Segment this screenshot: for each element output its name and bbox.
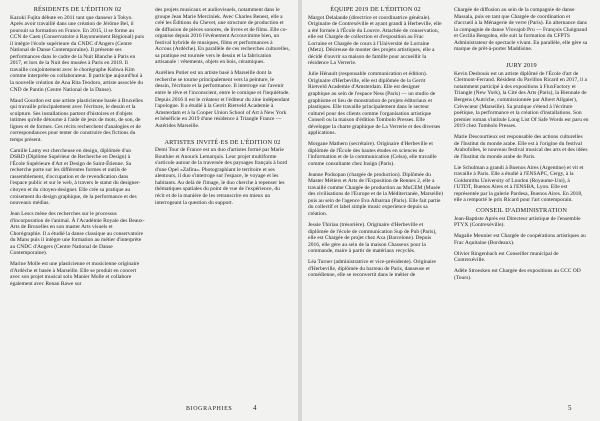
bio-paragraph: Adèle Stroesken est Chargée des expositions au CCC OD (Tours).: [454, 268, 581, 281]
bio-paragraph: Chargée de diffusion au sein de la compagnie de danse Massala, puis en tant que Chargée de coordination et d'accueil à la Ménagerie de verre (Paris). En alternance dans la compagnie de danse Vlovajob Pru — François Chaignaud et Cecilia Bengolea, elle suit la formation du CFPTS Administrateur de spectacle vivant. En parallèle, elle gère sa marque de prêt-à-porter Maddisine.: [454, 7, 588, 53]
bio-paragraph: Margot Delalande (directrice et coordinatrice générale). Originaire de Contrexéville et ayant grandi à Herbeville, elle a été formée à l'École du Louvre. Attachée de conservation, elle est Chargée de collection et d'exposition au Frac Lorraine et Chargée de cours à l'Université de Lorraine (Metz). Désireuse de monter des projets artistiques, elle a décidé d'ouvrir sa maison de famille pour accueillir la résidence La Verrerie.: [308, 14, 442, 67]
bio-paragraph: Jeanne Podsopan (chargée de production). Diplômée du Master Métiers et Arts de l'Exposition de Rennes 2, elle a travaillé comme Chargée de production au MuCEM (Musée des civilisations de l'Europe et de la Méditerranée, Marseille) puis au sein de l'agence Eva Albarran (Paris). Elle fait partie du collectif et label simple music experience depuis sa création.: [308, 171, 443, 218]
bio-paragraph: Camille Lamy est chercheuse en design, diplômée d'un DSRD (Diplôme Supérieur de Recherche en Design) à l'École Supérieure d'Art et Design de Saint-Étienne. Sa recherche porte sur les différentes formes et outils de rassemblement, d'occupation et de revendication dans l'espace public et sur le web, à travers le statut du designer-citoyen et du citoyen-designer. Elle crée sa pratique au croisement du design graphique, de la performance et des nouveaux médias.: [10, 147, 141, 207]
bio-paragraph: Léa Turner (administratrice et vice-présidente). Originaire d'Herbeville, diplômée du barreau de Paris, danseuse et comédienne, elle se reconvertit dans le métier de: [308, 259, 436, 279]
bio-paragraph: Jessie Thiriau (trésorière). Originaire d'Herbeville et diplômée de l'école de communication Sup de Pub (Paris), elle est Chargée de projet chez Axa (Barcelone). Depuis 2016, elle gère au sein de la maison Chasseux pour la commande, maire à partir de matériaux recyclés.: [308, 221, 437, 255]
bio-paragraph: Jean Lescs mène des recherches sur le processus d'incorporation de l'animal. À l'Académie Royale des Beaux-Arts de Bruxelles en son master Arts visuels et Chorégraphie. Il a étudié la danse classique au conservatoire du Mans puis il intègre une formation au métier d'interprète au CNDC d'Angers (Centre National de Danse Contemporaine).: [10, 211, 145, 257]
bio-paragraph: Olivier Ringenbach est Conseiller municipal de Contrexéville.: [454, 250, 559, 264]
right-column-2: [454, 7, 589, 286]
bio-paragraph: Kazuki Fujita débute en 2011 tant que danseur à Tokyo. Après avoir travaillé dans une création de Jérôme Bel, il poursuit sa formation en France. En 2015, il se forme au CCN de Caen (Conservatoire à Rayonnement Régional) puis il intègre l'école supérieure du CNDC d'Angers (Centre National de Danse Contemporaine). Il présente ses performances dans le cadre de la Nuit Blanche à Paris en 2017, et lors de la Nuit des musées à Paris en 2018. Il travaille conjointement avec le chorégraphe Kohwa Kim comme interprète ou collaborateur. Il participe aujourd'hui à la nouvelle création de Ana Rita Teodoro, artiste associée du CND de Pantin (Centre National de la Danse).: [10, 14, 144, 93]
section-title-board: CONSEIL D'ADMINISTRATION: [475, 207, 568, 215]
left-column-1: [10, 7, 145, 292]
section-title-jury: JURY 2019: [506, 62, 537, 70]
page-number-right: 5: [568, 404, 573, 412]
bio-paragraph: Magalie Meunier est Chargée de coopérations artistiques au Frac Aquitaine (Bordeaux).: [454, 233, 586, 246]
page-number-left: 4: [253, 404, 258, 412]
bio-paragraph: Maud Gourdon est une artiste plasticienne basée à Bruxelles qui travaille principalement avec l'écriture, le dessin et la sculpture. Ses installations partent d'histoires et d'objets intimes qu'elle détourne à l'aide de jeux de mots, de son, de lignes et de formes. Ces récits recherchent d'analogies et de correspondances pour tenter de construire des fictions du temps présent.: [10, 97, 143, 143]
section-title-team: ÉQUIPE 2019 DE L'ÉDITION 02: [330, 6, 421, 13]
section-title-residents: RÉSIDENTS DE L'ÉDITION 02: [33, 6, 122, 13]
left-column-2: [155, 7, 290, 210]
bio-paragraph: Marine Molle est une plasticienne et musicienne originaire d'Ardèche et basée à Marseille. Elle se produit en concert avec son projet musical solo Manier Molle et collabore également avec Renan Rawe sur: [10, 261, 140, 287]
bio-paragraph: Kevin Desbouis est un artiste diplômé de l'École d'art de Clermont-Ferrand. Résident du Pavillon Ricard en 2017, il a notamment participé à des expositions à FluxFactory et Triangle (New York), la Cité des Arts (Paris), la Biennale de Bergens (Autriche, commissionnée par Albert Allgaier), Crèvecœur (Marseille). Sa pratique s'étend à l'écriture poétique, la performance et la création d'installations. Son premier roman s'intitule Long List Of Safe Words est paru en 2019 chez Tombolo Presses.: [454, 70, 589, 130]
bio-paragraph: Demi Tour de France est un duo d'artistes formé par Marie Bouthier et Anouck Lemarquis. Leur projet multiforme s'articule autour de la traversée des paysages français à bord d'une Opel «Zafira». Photographiant le territoire et ses alentours, il duo s'interroge sur l'espace, le voyage et les habitants. Au delà de l'image, le duo cherche à repenser les thématiques spatiales du point de vue de l'expérience, du récit et de la manière de les retranscrire en mieux un interrogeant la question du support.: [155, 147, 288, 206]
right-page: [302, 0, 600, 421]
folio-label: BIOGRAPHIES: [186, 406, 233, 412]
bio-paragraph: des projets musicaux et audiovisuels, notamment dans le groupe Jean Marie Merciniek. Avec Charles Benest, elle a créé les Éditions du Chevet, une structure de production et de diffusion de pièces sonores, de livres et de films. Elle co-organise depuis 2016 l'événement Accouvimme bien, un festival hybride de musiques, films et performances à Accous (Ardèche). En parallèle de ces recherches culturelles, sa pratique est tournée vers le dessin et la fabrication artisanale : vêtements, objets en bois, céramiques.: [155, 7, 290, 66]
bio-paragraph: Julie Hénault (responsable communication et édition). Originaire d'Herbeville, elle est diplômée de la Gerrit Rietveld Academie d'Amsterdam. Elle est designer graphique au sein de l'espace Ness (Paris) — un studio de graphisme et lieu de monstration de projets éditoriaux et plastiques. Elle travaille principalement dans le secteur culturel pour des clients comme l'organisation artistique Conseil ou la maison d'édition Tombolo Presses. Elle développe la charte graphique de La Verrerie et des diverses applications.: [308, 71, 441, 137]
bio-paragraph: Morgane Mathern (secrétaire). Originaire d'Herbeville et diplômée de l'École des hautes études en sciences de l'information et de la communication (Celsa), elle travaille comme consultante chez Insign (Paris).: [308, 141, 437, 167]
left-page: [0, 0, 298, 421]
bio-paragraph: Aurélien Potier est un artiste basé à Marseille dont la recherche se tourne principalement vers la peinture, le dessin, l'écriture et la performance. Il interroge sur l'avenir entre le rêve et l'inconscient, entre le comique et l'inquiétude. Depuis 2016 il est le créateur et l'éditeur du zine indépendant l'apologue. Il a étudié à la Gerrit Rietveld Academie à Amsterdam et à la Cooper Union School of Art à New York et bénéficie en 2019 d'une résidence à Triangle France — Astérides Marseille.: [155, 70, 290, 129]
bio-paragraph: Lie Schulman a grandi à Buenos Aires (Argentine) et vit et travaille à Paris. Elle a étudié à l'ENSAPC, Cergy, à la Goldsmiths University of London (Royaume-Uni), à l'UTDT, Buenos Aires et à l'ENSBA, Lyon. Elle est représentée par la galerie Pardesa, Buenos Aires. En 2018, elle a remporté le prix Ricard pour l'art contemporain.: [454, 164, 584, 204]
section-title-invited-artists: ARTISTES INVITÉ·ES DE L'ÉDITION 02: [164, 138, 281, 146]
right-column-1: [308, 7, 443, 283]
bio-paragraph: Jean-Baptiste Après est Directeur artistique de l'ensemble PTYX (Contrexéville).: [454, 215, 581, 229]
bio-paragraph: Marie Descourtieux est responsable des actions culturelles de l'Institut du monde arabe. Elle est à l'origine du festival Arabofolies, le nouveau festival musical des arts et des idées de l'Institut du monde arabe de Paris.: [454, 134, 588, 160]
